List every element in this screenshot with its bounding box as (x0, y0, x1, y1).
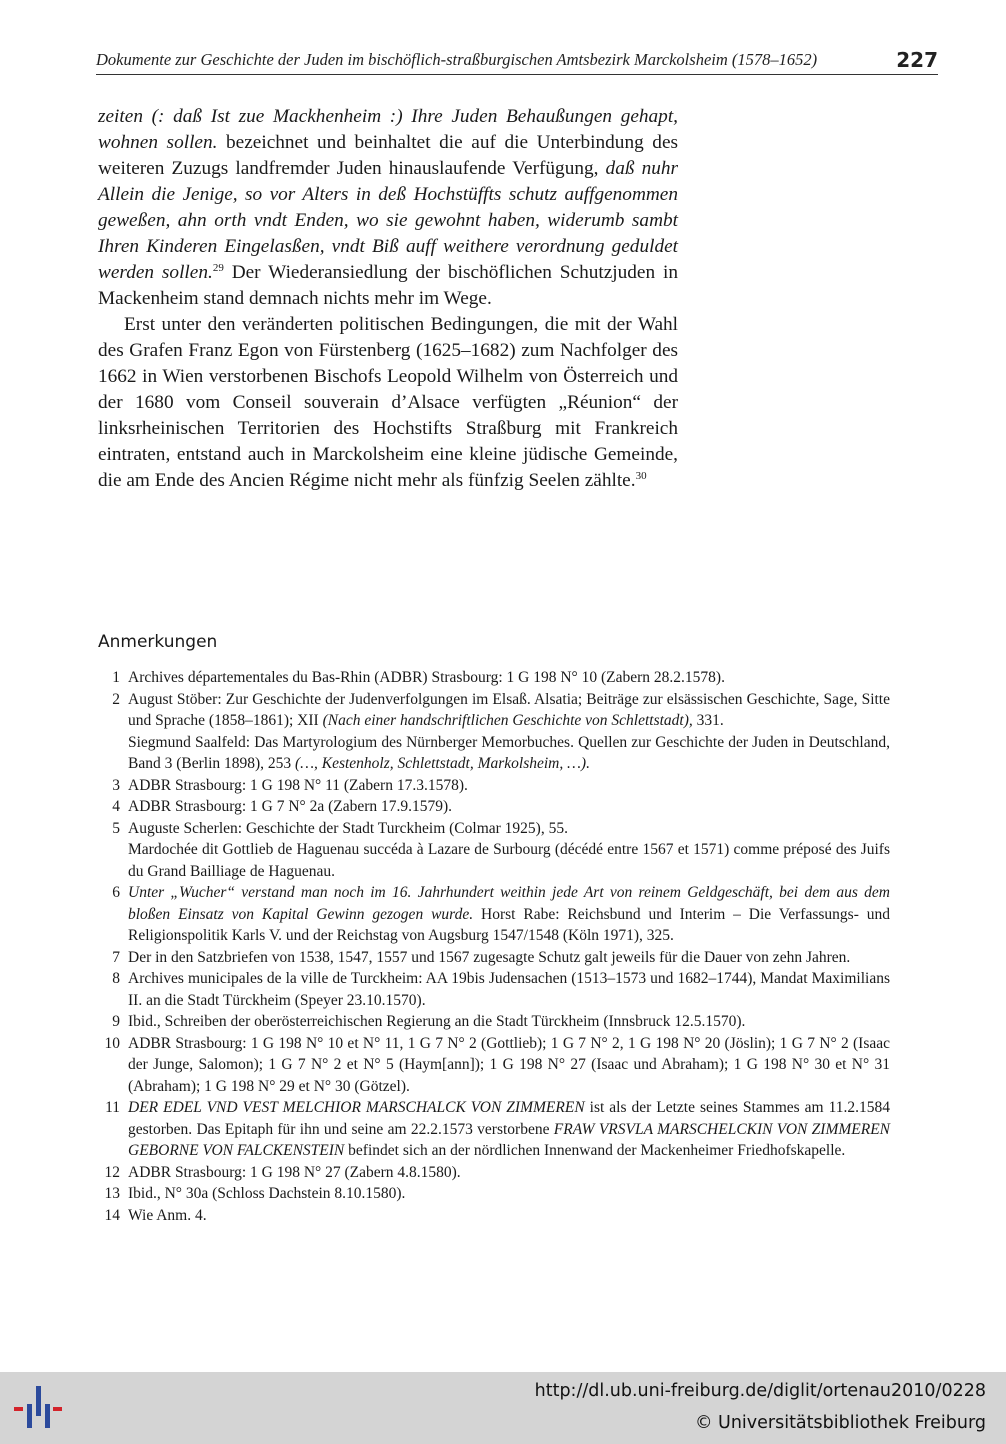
note-text: 331. (692, 712, 724, 729)
note-2 (96, 689, 890, 775)
note-text: Archives municipales de la ville de Turckheim: AA 19bis Judensachen (1513–1573 und 1682–1744), Mandat Maximilians II. an die Stadt Türckheim (Speyer 23.10.1570). (128, 970, 890, 1009)
note-text: Archives départementales du Bas-Rhin (ADBR) Strasbourg: 1 G 198 N° 10 (Zabern 28.2.1578). (128, 669, 725, 686)
copyright-notice: © Universitätsbibliothek Freiburg (694, 1413, 986, 1433)
note-3 (96, 775, 890, 797)
text-2: Der Wiederansiedlung der bischöflichen Schutzjuden in Mackenheim stand demnach nichts mehr im Wege. (98, 262, 678, 309)
note-13 (96, 1183, 890, 1205)
note-11 (96, 1097, 890, 1162)
note-text: Siegmund Saalfeld: Das Martyrologium des Nürnberger Memorbuches. Quellen zur Geschichte der Juden in Deutschland, Band 3 (Berlin 1898), 253 (128, 733, 890, 772)
text-1: bezeichnet und beinhaltet die auf die Unterbindung des weiteren Zuzugs landfremder Juden hinauslaufende Verfügung, (98, 132, 679, 179)
note-text: Mardochée dit Gottlieb de Haguenau succéda à Lazare de Surbourg (décédé entre 1567 et 1571) comme préposé des Juifs du Grand Bailliage de Haguenau. (128, 841, 890, 880)
note-number: 6 (112, 884, 120, 901)
document-url[interactable]: http://dl.ub.uni-freiburg.de/diglit/ortenau2010/0228 (534, 1381, 986, 1401)
footer-bar (0, 1372, 1006, 1444)
footnote-ref-30[interactable]: 30 (635, 470, 647, 482)
note-number: 10 (104, 1034, 120, 1052)
note-text: ADBR Strasbourg: 1 G 198 N° 10 et N° 11, 1 G 7 N° 2 (Gottlieb); 1 G 7 N° 2, 1 G 198 N° 20 (Jöslin); 1 G 7 N° 2 (Isaac der Junge, Salomon); 1 G 7 N° 2 et N° 5 (Haym[ann]); 1 G 198 N° 27 (Isaac und Abraham); 1 G 198 N° 30 et N° 31 (Abraham); 1 G 198 N° 29 et N° 30 (Götzel). (128, 1034, 890, 1095)
note-text: Wie Anm. 4. (128, 1206, 207, 1224)
quote-1: zeiten (: daß Ist zue Mackhenheim :) Ihre Juden Behaußungen gehapt, wohnen sollen. (98, 106, 678, 153)
running-title: Dokumente zur Geschichte der Juden im bischöflich-straßburgischen Amtsbezirk Marckolsheim (1578–1652) (96, 50, 818, 69)
note-number: 8 (112, 970, 120, 987)
note-number: 7 (112, 948, 120, 966)
note-1 (96, 667, 890, 689)
note-number: 4 (112, 798, 120, 815)
note-text: ADBR Strasbourg: 1 G 198 N° 11 (Zabern 17.3.1578). (128, 776, 468, 794)
note-text: Der in den Satzbriefen von 1538, 1547, 1557 und 1567 zugesagte Schutz galt jeweils für die Dauer von zehn Jahren. (128, 948, 851, 966)
note-number: 14 (104, 1206, 120, 1224)
note-text: ist als der Letzte seines Stammes am 11.2.1584 gestorben. Das Epitaph für ihn und seine am 22.2.1573 verstorbene (128, 1099, 891, 1138)
note-8 (96, 968, 890, 1011)
note-text: befindet sich an der nördlichen Innenwand der Mackenheimer Friedhofskapelle. (344, 1142, 846, 1159)
note-italic: DER EDEL VND VEST MELCHIOR MARSCHALCK VON ZIMMEREN (128, 1099, 585, 1116)
footnote-ref-29[interactable]: 29 (212, 262, 224, 274)
note-5 (96, 818, 890, 883)
note-text: Auguste Scherlen: Geschichte der Stadt Turckheim (Colmar 1925), 55. (128, 819, 568, 837)
notes-list (96, 667, 890, 1226)
notes-heading: Anmerkungen (98, 632, 218, 652)
note-14 (96, 1205, 890, 1227)
note-10 (96, 1033, 890, 1098)
quote-2: daß nuhr Allein die Jenige, so vor Alters in deß Hochstüffts schutz auffgenommen geweßen, ahn orth vndt Enden, wo sie gewohnt haben, widerumb sambt Ihren Kinderen Eingelasßen, vndt Biß auff weithere verordnung geduldet werden sollen. (98, 158, 679, 283)
paragraph-2 (98, 312, 678, 494)
note-9 (96, 1011, 890, 1033)
note-text: August Stöber: Zur Geschichte der Judenverfolgungen im Elsaß. Alsatia; Beiträge zur elsässischen Geschichte, Sage, Sitte und Sprache (1858–1861); XII (128, 690, 890, 729)
note-number: 1 (112, 669, 120, 686)
text-3: Erst unter den veränderten politischen Bedingungen, die mit der Wahl des Grafen Franz Egon von Fürstenberg (1625–1682) zum Nachfolger des 1662 in Wien verstorbenen Bischofs Leopold Wilhelm von Österreich und der 1680 vom Conseil souverain d’Alsace verfügten „Réunion“ der linksrheinischen Territorien des Hochstifts Straßburg mit Frankreich eintraten, entstand auch in Marckolsheim eine kleine jüdische Gemeinde, die am Ende des Ancien Régime nicht mehr als fünfzig Seelen zählte. (98, 314, 678, 491)
note-text: Horst Rabe: Reichsbund und Interim – Die Verfassungs- und Religionspolitik Karls V. und der Reichstag von Augsburg 1547/1548 (Köln 1971), 325. (128, 905, 890, 944)
note-italic: FRAW VRSVLA MARSCHELCKIN VON ZIMMEREN GEBORNE VON FALCKENSTEIN (128, 1120, 891, 1159)
main-text (98, 104, 678, 494)
note-7 (96, 947, 890, 969)
note-number: 9 (112, 1013, 120, 1030)
note-6 (96, 882, 890, 947)
note-text: ADBR Strasbourg: 1 G 7 N° 2a (Zabern 17.9.1579). (128, 798, 453, 815)
paragraph-1 (98, 104, 678, 312)
note-text: ADBR Strasbourg: 1 G 198 N° 27 (Zabern 4.8.1580). (128, 1163, 461, 1181)
note-4 (96, 796, 890, 818)
running-head (96, 48, 938, 75)
note-12 (96, 1162, 890, 1184)
note-italic: (…, Kestenholz, Schlettstadt, Markolsheim, …). (295, 755, 590, 772)
note-number: 11 (105, 1099, 120, 1116)
note-italic: Unter „Wucher“ verstand man noch im 16. Jahrhundert weithin jede Art von reinem Geldgeschäft, bei dem aus dem bloßen Einsatz von Kapital Gewinn gezogen wurde. (128, 884, 890, 923)
note-text: Ibid., N° 30a (Schloss Dachstein 8.10.1580). (128, 1185, 406, 1202)
note-number: 2 (112, 690, 120, 708)
note-italic: (Nach einer handschriftlichen Geschichte von Schlettstadt), (322, 712, 693, 729)
note-text: Ibid., Schreiben der oberösterreichischen Regierung an die Stadt Türckheim (Innsbruck 12.5.1570). (128, 1013, 746, 1030)
note-number: 13 (104, 1185, 120, 1202)
note-number: 3 (112, 776, 120, 794)
note-number: 5 (112, 819, 120, 837)
ub-freiburg-logo-icon (14, 1384, 62, 1434)
note-number: 12 (104, 1163, 120, 1181)
page-number: 227 (896, 48, 938, 72)
